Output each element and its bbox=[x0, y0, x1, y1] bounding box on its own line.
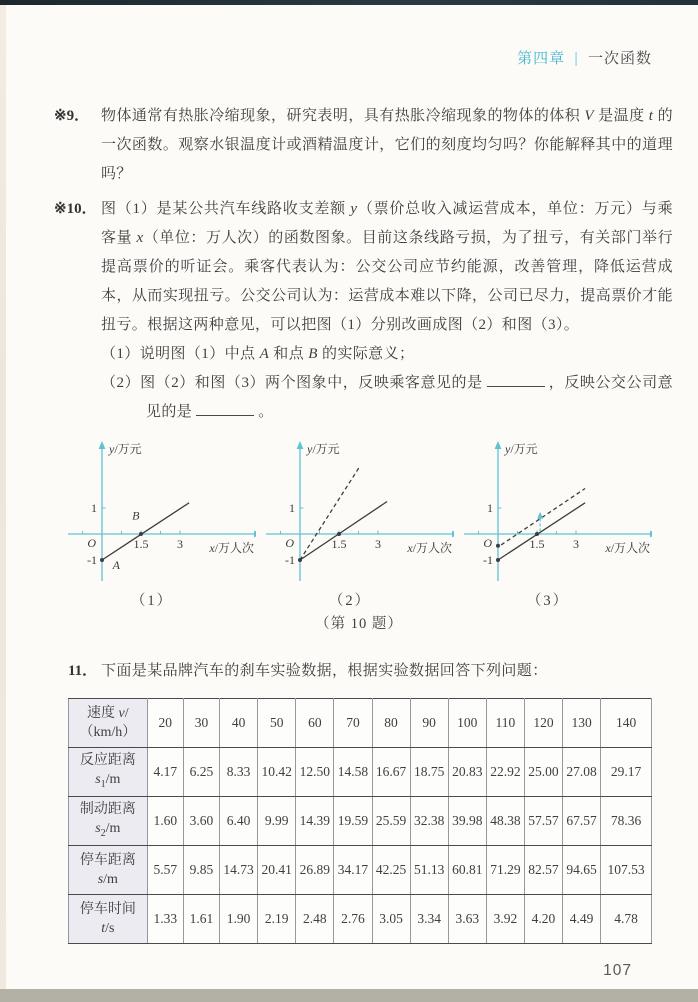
text-segment: /s bbox=[105, 921, 115, 936]
point-label: A bbox=[112, 558, 120, 573]
table-cell: 3.60 bbox=[183, 797, 219, 846]
text-segment: V bbox=[584, 108, 594, 124]
running-head-divider: | bbox=[574, 50, 579, 67]
origin-label: O bbox=[285, 536, 294, 550]
table-cell: 18.75 bbox=[410, 748, 448, 797]
table-cell: 20.41 bbox=[258, 846, 296, 895]
table-cell: 60 bbox=[296, 699, 334, 748]
text-segment: 2 bbox=[100, 827, 106, 839]
table-cell: 34.17 bbox=[334, 846, 372, 895]
table-cell: 67.57 bbox=[563, 797, 601, 846]
table-cell: 100 bbox=[448, 699, 486, 748]
table-cell: 10.42 bbox=[258, 748, 296, 797]
graph-2-plot bbox=[264, 439, 454, 587]
table-row bbox=[69, 846, 652, 895]
row-header bbox=[69, 797, 148, 846]
table-cell: 4.78 bbox=[601, 895, 652, 944]
x-axis-arrow bbox=[650, 531, 652, 538]
point bbox=[298, 558, 302, 562]
text-segment: t bbox=[648, 108, 654, 124]
text-segment: 1 bbox=[100, 778, 106, 790]
graph-3-caption: （3） bbox=[526, 593, 570, 609]
table-cell: 20.83 bbox=[448, 748, 486, 797]
table-cell: 14.58 bbox=[334, 748, 372, 797]
y-axis-label: y/万元 bbox=[109, 442, 142, 456]
graph-1-plot bbox=[66, 439, 256, 587]
table-row bbox=[69, 895, 652, 944]
table-cell: 110 bbox=[486, 699, 524, 748]
x-axis-arrow bbox=[254, 531, 256, 538]
table-cell: 140 bbox=[601, 699, 652, 748]
x-tick-label: 1.5 bbox=[529, 537, 545, 551]
figure-group-caption: （第 10 题） bbox=[315, 616, 403, 632]
table-cell: 107.53 bbox=[601, 846, 652, 895]
table-cell: 57.57 bbox=[524, 797, 562, 846]
shift-arrow-head bbox=[537, 512, 543, 519]
graph-1-caption: （1） bbox=[130, 593, 174, 609]
table-row bbox=[69, 797, 652, 846]
table-cell: 40 bbox=[220, 699, 258, 748]
table-cell: 16.67 bbox=[372, 748, 410, 797]
y-tick-label: -1 bbox=[483, 553, 493, 567]
row-header bbox=[69, 748, 148, 797]
problem-10-subquestion-1 bbox=[101, 340, 673, 369]
table-cell: 71.29 bbox=[486, 846, 524, 895]
text-segment: （单位：万人次）的函数图象。目前这条线路亏损，为了扭亏，有关部门举行提高票价的听证会。乘客代表认为：公交公司应节约能源，改善管理，降低运营成本，从而实现扭亏。公交公司认为：运营成本难以下降，公司已尽力，提高票价才能扭亏。根据这两种意见，可以把图（1）分别改画成图（2）和图（3）。 bbox=[101, 230, 673, 333]
table-cell: 4.20 bbox=[524, 895, 562, 944]
text-segment: /m bbox=[105, 771, 121, 787]
experiment-data-table bbox=[68, 698, 652, 944]
row-header bbox=[69, 895, 148, 944]
table-cell: 14.73 bbox=[220, 846, 258, 895]
x-tick-label: 1.5 bbox=[133, 537, 149, 551]
table-cell: 25.00 bbox=[524, 748, 562, 797]
table-cell: 1.60 bbox=[147, 797, 183, 846]
table-cell: 5.57 bbox=[147, 846, 183, 895]
text-segment: （2）图（2）和图（3）两个图象中，反映乘客意见的是 bbox=[101, 375, 483, 391]
table-cell: 4.17 bbox=[147, 748, 183, 797]
problem-11-text bbox=[101, 657, 673, 686]
y-axis-arrow bbox=[99, 441, 106, 449]
page-content bbox=[6, 5, 698, 989]
y-tick-label: 1 bbox=[91, 501, 97, 515]
graph-figure-2 bbox=[264, 439, 454, 610]
table-cell: 9.85 bbox=[183, 846, 219, 895]
table-cell: 48.38 bbox=[486, 797, 524, 846]
text-segment: 和点 bbox=[269, 346, 309, 362]
text-segment: 。 bbox=[258, 404, 274, 420]
table-cell: 50 bbox=[258, 699, 296, 748]
text-segment: v bbox=[118, 706, 125, 721]
x-axis-arrow bbox=[452, 531, 454, 538]
page-number: 107 bbox=[603, 962, 632, 979]
table-cell: 6.40 bbox=[220, 797, 258, 846]
running-head bbox=[56, 47, 652, 68]
row-header bbox=[69, 846, 148, 895]
photo-bottom-edge bbox=[0, 989, 698, 1002]
table-cell: 3.34 bbox=[410, 895, 448, 944]
point bbox=[337, 532, 341, 536]
x-axis-label: x/万人次 bbox=[209, 541, 254, 555]
table-cell: 2.48 bbox=[296, 895, 334, 944]
figure-row bbox=[66, 439, 652, 610]
y-tick-label: -1 bbox=[285, 553, 295, 567]
table-cell: 30 bbox=[183, 699, 219, 748]
table-row bbox=[69, 748, 652, 797]
text-segment: t bbox=[101, 921, 106, 936]
y-axis-arrow bbox=[297, 441, 304, 449]
graph-figure-1 bbox=[66, 439, 256, 610]
table-cell: 32.38 bbox=[410, 797, 448, 846]
problem-10-subquestion-2 bbox=[101, 369, 673, 427]
table-cell: 3.05 bbox=[372, 895, 410, 944]
graph-3-plot bbox=[462, 439, 652, 587]
text-segment: s bbox=[97, 872, 104, 887]
graph-figure-3 bbox=[462, 439, 652, 610]
text-segment: / bbox=[124, 706, 129, 721]
table-cell: 29.17 bbox=[601, 748, 652, 797]
table-cell: 4.49 bbox=[563, 895, 601, 944]
text-segment: y bbox=[350, 201, 358, 217]
solid-line bbox=[102, 503, 189, 560]
y-tick-label: 1 bbox=[289, 501, 295, 515]
text-segment: B bbox=[308, 346, 318, 362]
graph-2-caption: （2） bbox=[328, 593, 372, 609]
text-segment: 制动距离 bbox=[79, 801, 136, 817]
y-tick-label: -1 bbox=[87, 553, 97, 567]
table-cell: 1.61 bbox=[183, 895, 219, 944]
x-axis-label: x/万人次 bbox=[407, 541, 452, 555]
text-segment: 下面是某品牌汽车的刹车实验数据，根据实验数据回答下列问题： bbox=[101, 663, 548, 679]
table-cell: 26.89 bbox=[296, 846, 334, 895]
table-cell: 60.81 bbox=[448, 846, 486, 895]
table-cell: 80 bbox=[372, 699, 410, 748]
x-tick-label: 3 bbox=[177, 537, 183, 551]
text-segment: A bbox=[259, 346, 270, 362]
table-cell: 14.39 bbox=[296, 797, 334, 846]
problem-10-number: ※10． bbox=[54, 201, 97, 217]
text-segment: （票价总收入减运营成本，单位：万元）与乘客量 bbox=[101, 201, 673, 246]
table-cell: 94.65 bbox=[563, 846, 601, 895]
text-segment: /m bbox=[103, 872, 118, 887]
origin-label: O bbox=[483, 536, 492, 550]
table-cell: 19.59 bbox=[334, 797, 372, 846]
text-segment: 物体通常有热胀冷缩现象，研究表明，具有热胀冷缩现象的物体的体积 bbox=[101, 108, 585, 124]
text-segment: 停车时间 bbox=[79, 902, 136, 917]
y-axis-arrow bbox=[495, 441, 502, 449]
table-cell: 20 bbox=[147, 699, 183, 748]
table-cell: 42.25 bbox=[372, 846, 410, 895]
point bbox=[139, 532, 143, 536]
point bbox=[496, 558, 500, 562]
x-tick-label: 3 bbox=[573, 537, 579, 551]
table-cell: 39.98 bbox=[448, 797, 486, 846]
table-cell: 2.19 bbox=[258, 895, 296, 944]
x-tick-label: 1.5 bbox=[331, 537, 347, 551]
text-segment: s bbox=[95, 771, 101, 787]
table-cell: 130 bbox=[563, 699, 601, 748]
text-segment: 速度 bbox=[87, 706, 119, 721]
text-segment: 图（1）是某公共汽车线路收支差额 bbox=[101, 201, 351, 217]
answer-blank bbox=[487, 371, 545, 387]
row-header bbox=[69, 699, 148, 748]
table-cell: 120 bbox=[524, 699, 562, 748]
table-cell: 78.36 bbox=[601, 797, 652, 846]
table-cell: 1.90 bbox=[220, 895, 258, 944]
text-segment: 的实际意义； bbox=[317, 346, 415, 362]
table-cell: 70 bbox=[334, 699, 372, 748]
text-segment: x bbox=[136, 230, 144, 246]
solid-line bbox=[300, 502, 387, 561]
table-cell: 6.25 bbox=[183, 748, 219, 797]
section-title: 一次函数 bbox=[587, 50, 652, 67]
answer-blank bbox=[196, 400, 254, 416]
y-axis-label: y/万元 bbox=[307, 442, 340, 456]
point bbox=[496, 544, 500, 548]
text-segment: /m bbox=[105, 820, 121, 836]
chapter-label: 第四章 bbox=[517, 50, 566, 67]
table-cell: 2.76 bbox=[334, 895, 372, 944]
text-segment: s bbox=[95, 820, 101, 836]
problem-9-number: ※9． bbox=[54, 108, 90, 124]
problem-10 bbox=[56, 195, 673, 427]
problem-11-number: 11． bbox=[68, 663, 98, 679]
text-segment: 是温度 bbox=[594, 108, 649, 124]
table-cell: 3.92 bbox=[486, 895, 524, 944]
table-cell: 3.63 bbox=[448, 895, 486, 944]
table-cell: 12.50 bbox=[296, 748, 334, 797]
table-cell: 22.92 bbox=[486, 748, 524, 797]
text-segment: （1）说明图（1）中点 bbox=[101, 346, 260, 362]
point bbox=[100, 558, 104, 562]
solid-line bbox=[498, 503, 585, 560]
text-segment: 的一次函数。观察水银温度计或酒精温度计，它们的刻度均匀吗？你能解释其中的道理吗？ bbox=[101, 108, 673, 182]
table-cell: 90 bbox=[410, 699, 448, 748]
table-cell: 82.57 bbox=[524, 846, 562, 895]
dashed-line bbox=[300, 466, 360, 560]
table-cell: 1.33 bbox=[147, 895, 183, 944]
problem-11 bbox=[56, 657, 673, 686]
y-tick-label: 1 bbox=[487, 501, 493, 515]
table-cell: 8.33 bbox=[220, 748, 258, 797]
problem-10-text bbox=[101, 195, 673, 340]
text-segment: 停车距离 bbox=[79, 853, 136, 868]
text-segment: 反应距离 bbox=[79, 752, 136, 768]
point bbox=[535, 532, 539, 536]
x-axis-label: x/万人次 bbox=[605, 541, 650, 555]
problem-9 bbox=[56, 102, 673, 189]
origin-label: O bbox=[87, 536, 96, 550]
table-cell: 25.59 bbox=[372, 797, 410, 846]
table-cell: 27.08 bbox=[563, 748, 601, 797]
text-segment: ，反映公交公司意见的是 bbox=[146, 375, 674, 420]
y-axis-label: y/万元 bbox=[505, 442, 538, 456]
table-cell: 51.13 bbox=[410, 846, 448, 895]
problem-9-text bbox=[101, 102, 673, 189]
table-cell: 9.99 bbox=[258, 797, 296, 846]
x-tick-label: 3 bbox=[375, 537, 381, 551]
point-label: B bbox=[132, 508, 140, 523]
table-row bbox=[69, 699, 652, 748]
text-segment: （km/h） bbox=[79, 725, 137, 740]
